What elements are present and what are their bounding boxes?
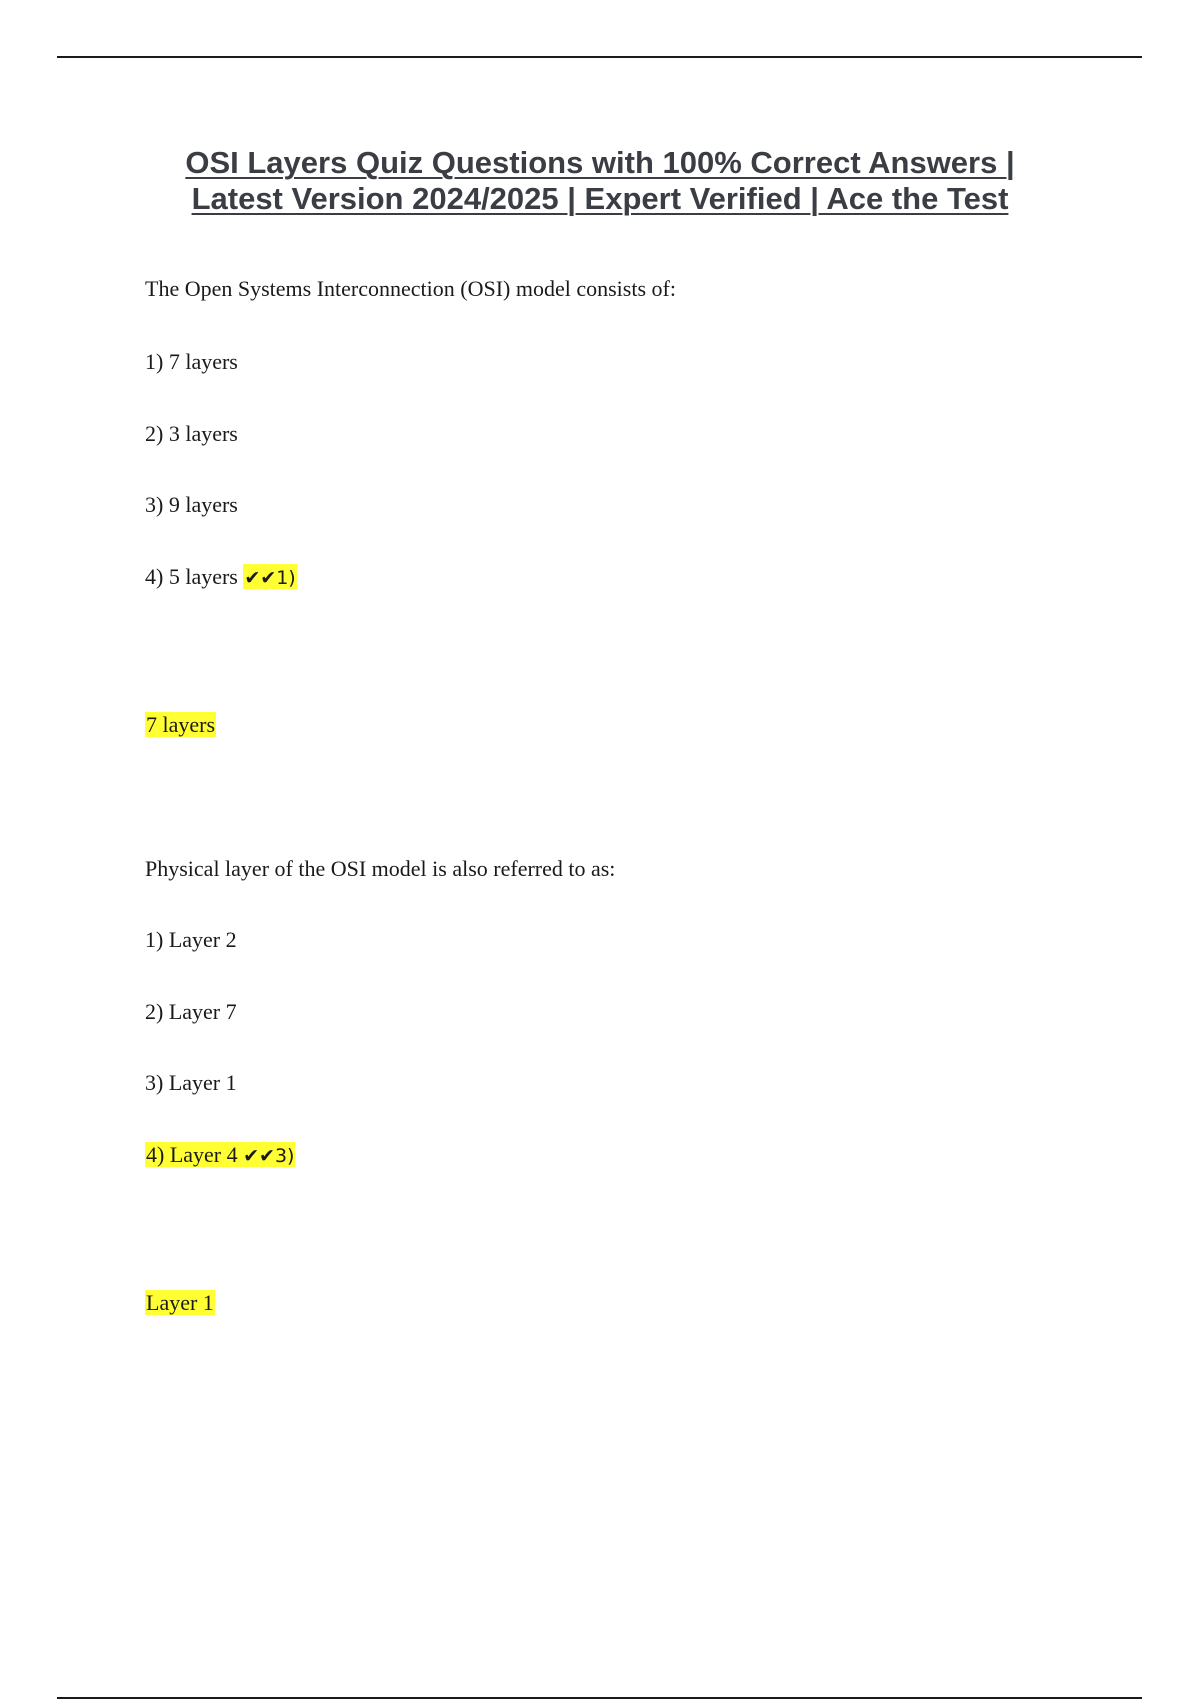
header-rule bbox=[57, 56, 1142, 58]
question-2-option-4-highlight bbox=[145, 1142, 295, 1167]
question-2-answer bbox=[145, 1289, 215, 1317]
question-2-prompt: Physical layer of the OSI model is also referred to as: bbox=[145, 856, 616, 881]
answer-check-icon: ✔✔3) bbox=[243, 1145, 295, 1167]
question-1-prompt: The Open Systems Interconnection (OSI) model consists of: bbox=[145, 276, 676, 301]
question-1-answer-marker bbox=[243, 564, 296, 589]
question-2-answer-text: Layer 1 bbox=[146, 1290, 214, 1315]
question-2-option-1: 1) Layer 2 bbox=[145, 927, 237, 952]
footer-rule bbox=[57, 1697, 1142, 1699]
question-2-option-4-row bbox=[145, 1141, 295, 1170]
question-1-option-3: 3) 9 layers bbox=[145, 492, 238, 517]
question-1-option-4-row bbox=[145, 563, 297, 592]
question-1-answer bbox=[145, 711, 216, 739]
question-2-option-2: 2) Layer 7 bbox=[145, 999, 237, 1024]
title-line-1: OSI Layers Quiz Questions with 100% Correct Answers | bbox=[185, 145, 1015, 180]
question-2-option-4: 4) Layer 4 bbox=[146, 1142, 238, 1167]
title-line-2: Latest Version 2024/2025 | Expert Verified | Ace the Test bbox=[191, 181, 1009, 216]
answer-check-icon: ✔✔1) bbox=[244, 567, 296, 589]
document-title bbox=[100, 145, 1100, 217]
question-2-option-3: 3) Layer 1 bbox=[145, 1070, 237, 1095]
question-1-option-1: 1) 7 layers bbox=[145, 349, 238, 374]
question-1-option-2: 2) 3 layers bbox=[145, 421, 238, 446]
question-1-answer-text: 7 layers bbox=[146, 712, 216, 737]
question-1-option-4: 4) 5 layers bbox=[145, 564, 238, 589]
